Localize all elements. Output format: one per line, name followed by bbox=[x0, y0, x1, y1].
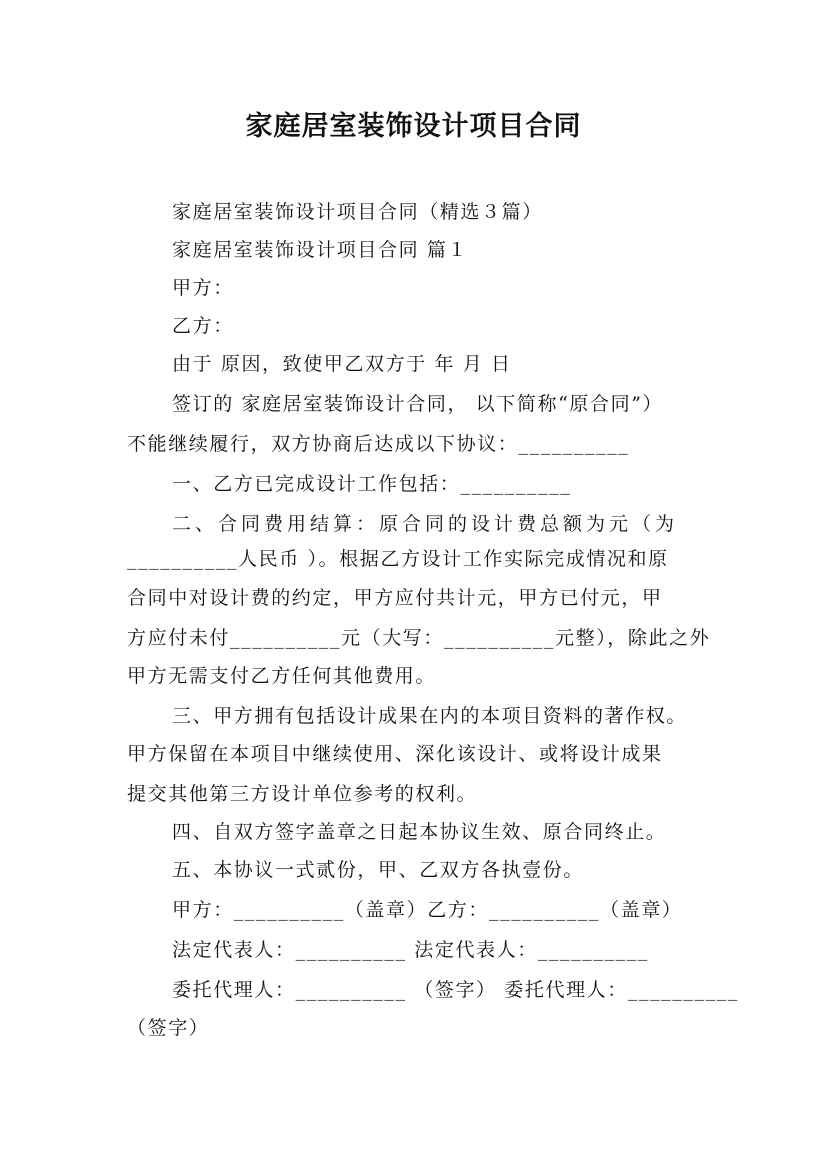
section-heading: 家庭居室装饰设计项目合同 篇１ bbox=[172, 239, 469, 261]
clause-3: 三、甲方拥有包括设计成果在内的本项目资料的著作权。 bbox=[172, 705, 688, 727]
subtitle-line: 家庭居室装饰设计项目合同（精选３篇） bbox=[172, 201, 543, 223]
signature-line: 甲方：__________（盖章）乙方：__________（盖章） bbox=[172, 899, 683, 921]
clause-2-continued: 方应付未付__________元（大写：__________元整），除此之外 bbox=[127, 627, 711, 649]
clause-5: 五、本协议一式贰份，甲、乙双方各执壹份。 bbox=[172, 859, 585, 881]
signature-line: 委托代理人：__________ （签字） 委托代理人：__________ bbox=[172, 979, 739, 1001]
clause-3-continued: 提交其他第三方设计单位参考的权利。 bbox=[127, 783, 478, 805]
clause-2-continued: __________人民币 ）。根据乙方设计工作实际完成情况和原 bbox=[127, 548, 669, 570]
clause-2-continued: 甲方无需支付乙方任何其他费用。 bbox=[127, 665, 437, 687]
party-b-label: 乙方： bbox=[172, 315, 234, 337]
party-a-label: 甲方： bbox=[172, 277, 234, 299]
signature-line: （签字） bbox=[127, 1017, 210, 1039]
signature-line: 法定代表人：__________ 法定代表人：__________ bbox=[172, 939, 649, 961]
body-line: 由于 原因，致使甲乙双方于 年 月 日 bbox=[172, 353, 512, 375]
clause-2: 二、合同费用结算：原合同的设计费总额为元（为 bbox=[172, 513, 679, 535]
clause-1: 一、乙方已完成设计工作包括：__________ bbox=[172, 473, 572, 495]
clause-3-continued: 甲方保留在本项目中继续使用、深化该设计、或将设计成果 bbox=[127, 743, 663, 765]
clause-2-continued: 合同中对设计费的约定，甲方应付共计元，甲方已付元，甲 bbox=[127, 587, 663, 609]
document-title: 家庭居室装饰设计项目合同 bbox=[245, 111, 582, 142]
clause-4: 四、自双方签字盖章之日起本协议生效、原合同终止。 bbox=[172, 821, 667, 843]
body-line: 不能继续履行，双方协商后达成以下协议：__________ bbox=[127, 433, 630, 455]
body-line: 签订的 家庭居室装饰设计合同， 以下简称“原合同”） bbox=[172, 393, 664, 415]
